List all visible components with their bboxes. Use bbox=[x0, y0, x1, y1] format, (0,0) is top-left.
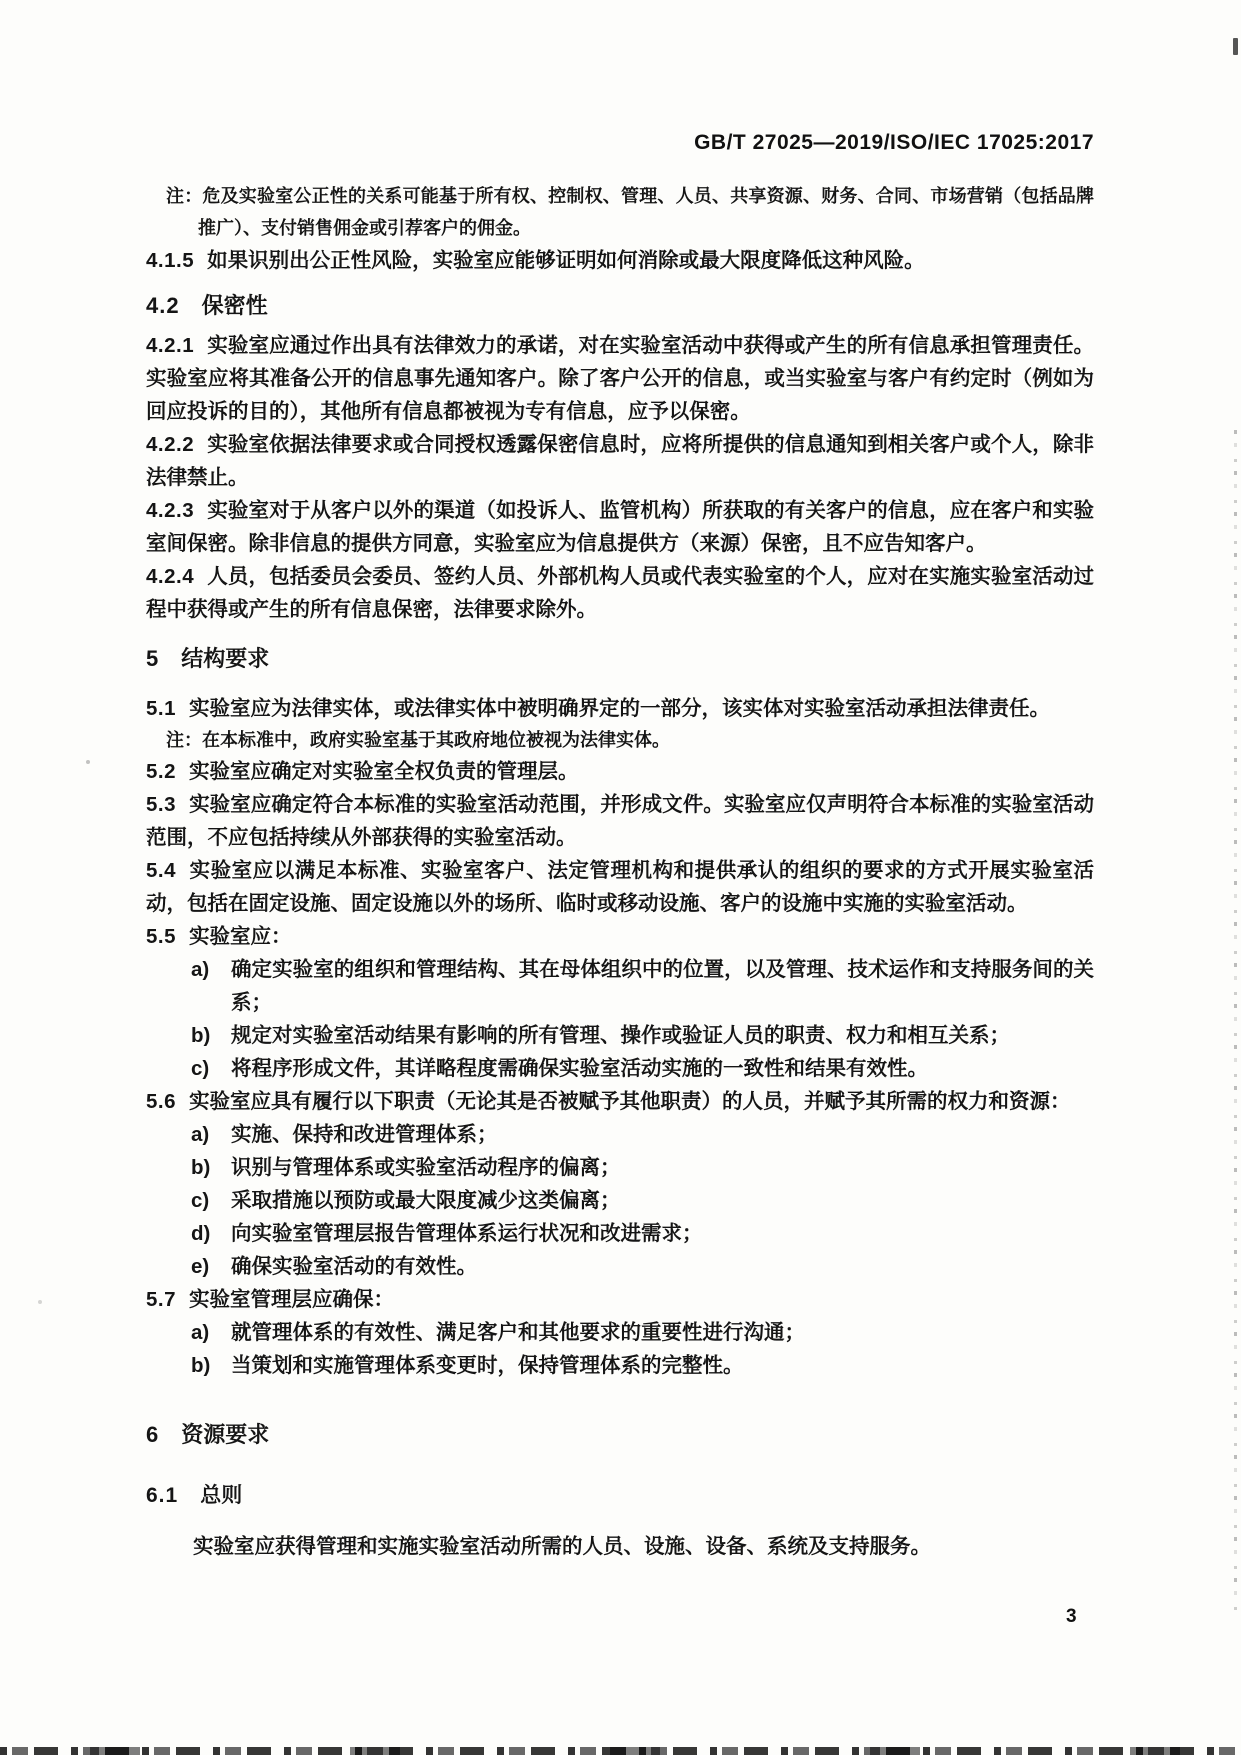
list-marker: d) bbox=[191, 1222, 211, 1245]
clause-text: 实验室应为法律实体，或法律实体中被明确界定的一部分，该实体对实验室活动承担法律责任。 bbox=[189, 697, 1050, 720]
note-label: 注： bbox=[166, 186, 203, 206]
list-marker: c) bbox=[191, 1057, 210, 1080]
clause-number: 4.2.2 bbox=[146, 433, 195, 456]
list-item-5-6-e bbox=[146, 1250, 1094, 1283]
clause-5-5 bbox=[146, 920, 1094, 953]
list-text: 将程序形成文件，其详略程度需确保实验室活动实施的一致性和结果有效性。 bbox=[231, 1057, 928, 1080]
list-item-5-5-a bbox=[146, 953, 1094, 1019]
clause-text: 实验室应以满足本标准、实验室客户、法定管理机构和提供承认的组织的要求的方式开展实验室活动，包括在固定设施、固定设施以外的场所、临时或移动设施、客户的设施中实施的实验室活动。 bbox=[146, 859, 1094, 915]
list-text: 采取措施以预防或最大限度减少这类偏离； bbox=[231, 1189, 621, 1212]
note-text: 在本标准中，政府实验室基于其政府地位被视为法律实体。 bbox=[202, 730, 670, 750]
clause-text: 实验室应： bbox=[189, 925, 292, 948]
list-item-5-5-c bbox=[146, 1052, 1094, 1085]
clause-text: 如果识别出公正性风险，实验室应能够证明如何消除或最大限度降低这种风险。 bbox=[207, 249, 925, 272]
note-text: 危及实验室公正性的关系可能基于所有权、控制权、管理、人员、共享资源、财务、合同、市场营销（包括品牌推广）、支付销售佣金或引荐客户的佣金。 bbox=[198, 186, 1095, 238]
clause-4-2-1 bbox=[146, 329, 1094, 428]
clause-5-2 bbox=[146, 755, 1094, 788]
clause-number: 4.2.3 bbox=[146, 499, 195, 522]
heading-title: 结构要求 bbox=[181, 646, 270, 671]
list-item-5-7-b bbox=[146, 1349, 1094, 1382]
clause-4-2-2 bbox=[146, 428, 1094, 494]
list-text: 确保实验室活动的有效性。 bbox=[231, 1255, 477, 1278]
clause-number: 4.1.5 bbox=[146, 249, 195, 272]
clause-4-2-4 bbox=[146, 560, 1094, 626]
clause-text: 实验室管理层应确保： bbox=[189, 1288, 394, 1311]
clause-number: 5.2 bbox=[146, 760, 176, 783]
scan-artifact-speck bbox=[86, 760, 90, 764]
list-text: 当策划和实施管理体系变更时，保持管理体系的完整性。 bbox=[231, 1354, 744, 1377]
clause-text: 实验室应通过作出具有法律效力的承诺，对在实验室活动中获得或产生的所有信息承担管理责任。实验室应将其准备公开的信息事先通知客户。除了客户公开的信息，或当实验室与客户有约定时（例如为回应投诉的目的），其他所有信息都被视为专有信息，应予以保密。 bbox=[146, 334, 1094, 423]
heading-title: 资源要求 bbox=[181, 1422, 270, 1447]
scan-artifact-bottom-edge bbox=[0, 1747, 1241, 1755]
scan-artifact-right-edge bbox=[1234, 430, 1237, 1615]
clause-text: 实验室应获得管理和实施实验室活动所需的人员、设施、设备、系统及支持服务。 bbox=[193, 1535, 931, 1558]
list-item-5-5-b bbox=[146, 1019, 1094, 1052]
clause-text: 实验室应确定对实验室全权负责的管理层。 bbox=[189, 760, 579, 783]
list-text: 实施、保持和改进管理体系； bbox=[231, 1123, 498, 1146]
clause-text: 实验室对于从客户以外的渠道（如投诉人、监管机构）所获取的有关客户的信息，应在客户和实验室间保密。除非信息的提供方同意，实验室应为信息提供方（来源）保密，且不应告知客户。 bbox=[146, 499, 1094, 555]
clause-4-2-3 bbox=[146, 494, 1094, 560]
list-text: 识别与管理体系或实验室活动程序的偏离； bbox=[231, 1156, 621, 1179]
scan-artifact-blob bbox=[1233, 38, 1238, 55]
clause-5-7 bbox=[146, 1283, 1094, 1316]
list-item-5-6-d bbox=[146, 1217, 1094, 1250]
clause-text: 人员，包括委员会委员、签约人员、外部机构人员或代表实验室的个人，应对在实施实验室活动过程中获得或产生的所有信息保密，法律要求除外。 bbox=[146, 565, 1094, 621]
page-content bbox=[146, 0, 1094, 1563]
clause-number: 5.5 bbox=[146, 925, 176, 948]
page-number: 3 bbox=[1066, 1606, 1077, 1627]
clause-number: 5.1 bbox=[146, 697, 176, 720]
clause-text: 实验室应具有履行以下职责（无论其是否被赋予其他职责）的人员，并赋予其所需的权力和资源： bbox=[189, 1090, 1071, 1113]
clause-5-4 bbox=[146, 854, 1094, 920]
list-marker: a) bbox=[191, 1123, 210, 1146]
standard-header bbox=[146, 130, 1094, 156]
note-5-1 bbox=[146, 725, 1094, 755]
list-item-5-6-c bbox=[146, 1184, 1094, 1217]
heading-number: 6.1 bbox=[146, 1484, 179, 1507]
list-marker: e) bbox=[191, 1255, 210, 1278]
list-marker: a) bbox=[191, 1321, 210, 1344]
clause-number: 5.4 bbox=[146, 859, 176, 882]
clause-6-1-general bbox=[146, 1530, 1094, 1563]
list-marker: a) bbox=[191, 958, 210, 981]
list-marker: b) bbox=[191, 1156, 211, 1179]
clause-number: 5.7 bbox=[146, 1288, 176, 1311]
list-text: 规定对实验室活动结果有影响的所有管理、操作或验证人员的职责、权力和相互关系； bbox=[231, 1024, 1010, 1047]
note-4-1-4 bbox=[146, 180, 1094, 244]
clause-number: 5.3 bbox=[146, 793, 176, 816]
list-item-5-7-a bbox=[146, 1316, 1094, 1349]
heading-4-2 bbox=[146, 291, 1094, 321]
list-marker: b) bbox=[191, 1354, 211, 1377]
heading-number: 6 bbox=[146, 1422, 160, 1447]
clause-5-6 bbox=[146, 1085, 1094, 1118]
heading-number: 4.2 bbox=[146, 293, 180, 318]
clause-5-1 bbox=[146, 692, 1094, 725]
note-label: 注： bbox=[166, 730, 202, 750]
list-text: 就管理体系的有效性、满足客户和其他要求的重要性进行沟通； bbox=[231, 1321, 805, 1344]
heading-title: 总则 bbox=[200, 1484, 243, 1507]
clause-number: 4.2.4 bbox=[146, 565, 195, 588]
list-marker: c) bbox=[191, 1189, 210, 1212]
clause-4-1-5 bbox=[146, 244, 1094, 277]
clause-text: 实验室应确定符合本标准的实验室活动范围，并形成文件。实验室应仅声明符合本标准的实验室活动范围，不应包括持续从外部获得的实验室活动。 bbox=[146, 793, 1094, 849]
heading-6-1 bbox=[146, 1482, 1094, 1510]
standard-number: GB/T 27025—2019/ISO/IEC 17025:2017 bbox=[694, 131, 1094, 154]
clause-5-3 bbox=[146, 788, 1094, 854]
clause-number: 5.6 bbox=[146, 1090, 176, 1113]
list-item-5-6-a bbox=[146, 1118, 1094, 1151]
heading-5 bbox=[146, 644, 1094, 674]
heading-title: 保密性 bbox=[201, 293, 268, 318]
heading-6 bbox=[146, 1420, 1094, 1450]
list-item-5-6-b bbox=[146, 1151, 1094, 1184]
clause-text: 实验室依据法律要求或合同授权透露保密信息时，应将所提供的信息通知到相关客户或个人，除非法律禁止。 bbox=[146, 433, 1094, 489]
heading-number: 5 bbox=[146, 646, 160, 671]
list-text: 向实验室管理层报告管理体系运行状况和改进需求； bbox=[231, 1222, 703, 1245]
list-text: 确定实验室的组织和管理结构、其在母体组织中的位置，以及管理、技术运作和支持服务间的关系； bbox=[231, 958, 1094, 1014]
clause-number: 4.2.1 bbox=[146, 334, 195, 357]
scan-artifact-speck bbox=[38, 1300, 42, 1304]
list-marker: b) bbox=[191, 1024, 211, 1047]
